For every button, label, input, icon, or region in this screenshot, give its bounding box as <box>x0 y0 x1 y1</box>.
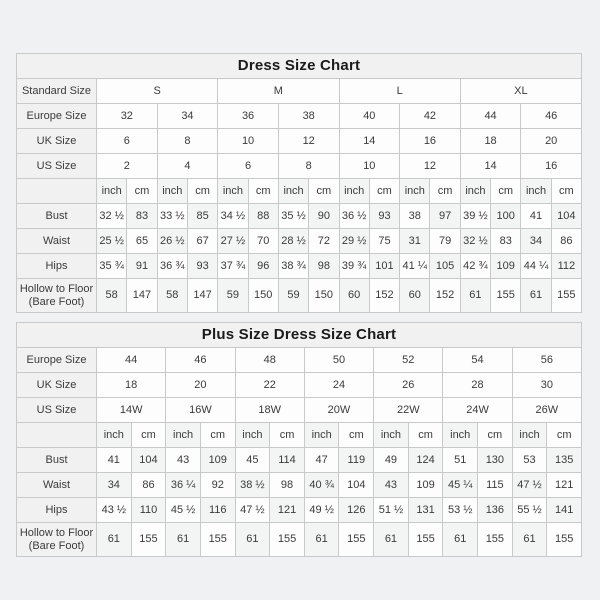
measure-cell: 47 ½ <box>235 498 270 523</box>
measure-cell: 86 <box>131 473 166 498</box>
table-title: Plus Size Dress Size Chart <box>17 323 582 348</box>
unit-cell: cm <box>248 179 278 204</box>
size-cell: 6 <box>218 154 279 179</box>
measure-cell: 115 <box>478 473 513 498</box>
measure-cell: 141 <box>547 498 582 523</box>
size-cell: 14W <box>97 398 166 423</box>
measure-cell: 88 <box>248 204 278 229</box>
table-row <box>17 448 582 473</box>
measure-cell: 155 <box>491 279 521 313</box>
size-cell: 10 <box>218 129 279 154</box>
unit-cell: cm <box>369 179 399 204</box>
size-cell: 50 <box>304 348 373 373</box>
table-row <box>17 498 582 523</box>
row-label: UK Size <box>17 129 97 154</box>
row-label-line: Waist <box>42 234 71 247</box>
measure-cell: 36 ½ <box>339 204 369 229</box>
measure-cell: 92 <box>200 473 235 498</box>
row-label <box>17 498 97 523</box>
measure-cell: 61 <box>166 523 201 557</box>
size-cell: 18W <box>235 398 304 423</box>
measure-cell: 70 <box>248 229 278 254</box>
unit-cell: inch <box>460 179 490 204</box>
measure-cell: 96 <box>248 254 278 279</box>
size-cell: 44 <box>460 104 521 129</box>
unit-cell: inch <box>235 423 270 448</box>
unit-cell: inch <box>304 423 339 448</box>
table-row <box>17 104 582 129</box>
size-cell: 54 <box>443 348 512 373</box>
row-label <box>17 229 97 254</box>
measure-cell: 100 <box>491 204 521 229</box>
measure-cell: 61 <box>304 523 339 557</box>
measure-cell: 34 <box>521 229 551 254</box>
size-cell: 48 <box>235 348 304 373</box>
measure-cell: 130 <box>478 448 513 473</box>
size-cell: 2 <box>97 154 158 179</box>
size-cell: 8 <box>157 129 218 154</box>
measure-cell: 147 <box>187 279 217 313</box>
unit-cell: cm <box>200 423 235 448</box>
unit-cell: inch <box>521 179 551 204</box>
measure-cell: 155 <box>547 523 582 557</box>
measure-cell: 61 <box>235 523 270 557</box>
table-row <box>17 154 582 179</box>
measure-cell: 104 <box>551 204 581 229</box>
measure-cell: 34 <box>97 473 132 498</box>
measure-cell: 59 <box>218 279 248 313</box>
row-label: UK Size <box>17 373 97 398</box>
measure-cell: 60 <box>339 279 369 313</box>
measure-cell: 32 ½ <box>460 229 490 254</box>
measure-cell: 49 ½ <box>304 498 339 523</box>
size-cell: 56 <box>512 348 581 373</box>
measure-cell: 61 <box>443 523 478 557</box>
table-row <box>17 473 582 498</box>
size-cell: 46 <box>521 104 582 129</box>
size-cell: 38 <box>278 104 339 129</box>
measure-cell: 131 <box>408 498 443 523</box>
size-cell: 10 <box>339 154 400 179</box>
unit-cell: inch <box>166 423 201 448</box>
measure-cell: 47 ½ <box>512 473 547 498</box>
measure-cell: 45 <box>235 448 270 473</box>
plus-size-dress-size-chart-table <box>16 322 582 557</box>
measure-cell: 79 <box>430 229 460 254</box>
unit-cell: inch <box>97 179 127 204</box>
measure-cell: 43 <box>374 473 409 498</box>
size-cell: 22 <box>235 373 304 398</box>
measure-cell: 36 ¼ <box>166 473 201 498</box>
measure-cell: 61 <box>460 279 490 313</box>
measure-cell: 45 ¼ <box>443 473 478 498</box>
row-label <box>17 448 97 473</box>
size-cell: 34 <box>157 104 218 129</box>
measure-cell: 61 <box>512 523 547 557</box>
measure-cell: 34 ½ <box>218 204 248 229</box>
measure-cell: 121 <box>547 473 582 498</box>
measure-cell: 91 <box>127 254 157 279</box>
unit-cell: inch <box>278 179 308 204</box>
table-row <box>17 254 582 279</box>
measure-cell: 98 <box>270 473 305 498</box>
table-row <box>17 79 582 104</box>
table-row <box>17 129 582 154</box>
unit-cell: inch <box>374 423 409 448</box>
measure-cell: 126 <box>339 498 374 523</box>
measure-cell: 53 ½ <box>443 498 478 523</box>
measure-cell: 37 ¾ <box>218 254 248 279</box>
measure-cell: 98 <box>309 254 339 279</box>
measure-cell: 38 ¾ <box>278 254 308 279</box>
size-cell: 30 <box>512 373 581 398</box>
measure-cell: 155 <box>200 523 235 557</box>
row-label-subline: (Bare Foot) <box>28 295 85 308</box>
measure-cell: 65 <box>127 229 157 254</box>
measure-cell: 59 <box>278 279 308 313</box>
size-cell: S <box>97 79 218 104</box>
size-cell: L <box>339 79 460 104</box>
unit-cell: cm <box>547 423 582 448</box>
measure-cell: 97 <box>430 204 460 229</box>
size-cell: 16 <box>400 129 461 154</box>
row-label-line: Bust <box>45 453 68 466</box>
measure-cell: 90 <box>309 204 339 229</box>
size-cell: 26 <box>374 373 443 398</box>
measure-cell: 152 <box>430 279 460 313</box>
row-label-line: Bust <box>45 209 68 222</box>
measure-cell: 147 <box>127 279 157 313</box>
measure-cell: 53 <box>512 448 547 473</box>
row-label-line: Hollow to Floor <box>19 282 94 295</box>
row-label: Europe Size <box>17 348 97 373</box>
size-cell: 28 <box>443 373 512 398</box>
unit-cell: cm <box>187 179 217 204</box>
size-cell: 20 <box>521 129 582 154</box>
unit-cell: cm <box>478 423 513 448</box>
unit-cell: inch <box>400 179 430 204</box>
size-cell: 22W <box>374 398 443 423</box>
measure-cell: 93 <box>369 204 399 229</box>
measure-cell: 31 <box>400 229 430 254</box>
row-label-blank <box>17 423 97 448</box>
size-cell: 4 <box>157 154 218 179</box>
size-cell: 32 <box>97 104 158 129</box>
unit-cell: inch <box>339 179 369 204</box>
size-cell: 20 <box>166 373 235 398</box>
unit-cell: cm <box>430 179 460 204</box>
measure-cell: 93 <box>187 254 217 279</box>
measure-cell: 155 <box>270 523 305 557</box>
row-label-line: Hips <box>45 259 68 272</box>
table-row <box>17 279 582 313</box>
unit-cell: cm <box>491 179 521 204</box>
measure-cell: 101 <box>369 254 399 279</box>
measure-cell: 61 <box>97 523 132 557</box>
measure-cell: 83 <box>491 229 521 254</box>
size-cell: 16W <box>166 398 235 423</box>
measure-cell: 39 ½ <box>460 204 490 229</box>
measure-cell: 155 <box>408 523 443 557</box>
size-cell: 52 <box>374 348 443 373</box>
size-cell: 36 <box>218 104 279 129</box>
size-cell: 18 <box>460 129 521 154</box>
size-cell: 46 <box>166 348 235 373</box>
measure-cell: 58 <box>97 279 127 313</box>
measure-cell: 55 ½ <box>512 498 547 523</box>
measure-cell: 35 ¾ <box>97 254 127 279</box>
size-cell: M <box>218 79 339 104</box>
measure-cell: 38 <box>400 204 430 229</box>
measure-cell: 29 ½ <box>339 229 369 254</box>
measure-cell: 32 ½ <box>97 204 127 229</box>
unit-cell: cm <box>339 423 374 448</box>
measure-cell: 47 <box>304 448 339 473</box>
measure-cell: 116 <box>200 498 235 523</box>
size-cell: 42 <box>400 104 461 129</box>
measure-cell: 42 ¾ <box>460 254 490 279</box>
measure-cell: 112 <box>551 254 581 279</box>
size-cell: XL <box>460 79 581 104</box>
measure-cell: 41 ¼ <box>400 254 430 279</box>
measure-cell: 40 ¾ <box>304 473 339 498</box>
table-row <box>17 398 582 423</box>
measure-cell: 35 ½ <box>278 204 308 229</box>
size-cell: 14 <box>460 154 521 179</box>
table-title: Dress Size Chart <box>17 54 582 79</box>
measure-cell: 58 <box>157 279 187 313</box>
size-cell: 12 <box>400 154 461 179</box>
size-cell: 20W <box>304 398 373 423</box>
measure-cell: 60 <box>400 279 430 313</box>
measure-cell: 45 ½ <box>166 498 201 523</box>
unit-cell: cm <box>127 179 157 204</box>
measure-cell: 135 <box>547 448 582 473</box>
unit-cell: inch <box>157 179 187 204</box>
size-cell: 44 <box>97 348 166 373</box>
measure-cell: 86 <box>551 229 581 254</box>
size-cell: 6 <box>97 129 158 154</box>
measure-cell: 155 <box>339 523 374 557</box>
measure-cell: 43 ½ <box>97 498 132 523</box>
row-label-line: Hollow to Floor <box>19 526 94 539</box>
unit-cell: cm <box>309 179 339 204</box>
measure-cell: 27 ½ <box>218 229 248 254</box>
unit-cell: inch <box>97 423 132 448</box>
measure-cell: 85 <box>187 204 217 229</box>
measure-cell: 25 ½ <box>97 229 127 254</box>
size-cell: 16 <box>521 154 582 179</box>
measure-cell: 109 <box>200 448 235 473</box>
measure-cell: 136 <box>478 498 513 523</box>
table-row <box>17 523 582 557</box>
measure-cell: 44 ¼ <box>521 254 551 279</box>
size-cell: 40 <box>339 104 400 129</box>
size-cell: 12 <box>278 129 339 154</box>
size-cell: 24 <box>304 373 373 398</box>
unit-cell: inch <box>443 423 478 448</box>
row-label-line: Hips <box>45 503 68 516</box>
size-cell: 18 <box>97 373 166 398</box>
measure-cell: 38 ½ <box>235 473 270 498</box>
row-label-line: Waist <box>42 478 71 491</box>
size-cell: 24W <box>443 398 512 423</box>
row-label: Europe Size <box>17 104 97 129</box>
table-row <box>17 348 582 373</box>
unit-header-row <box>17 423 582 448</box>
dress-size-chart-table <box>16 53 582 313</box>
row-label <box>17 473 97 498</box>
measure-cell: 39 ¾ <box>339 254 369 279</box>
measure-cell: 51 ½ <box>374 498 409 523</box>
measure-cell: 155 <box>131 523 166 557</box>
row-label-subline: (Bare Foot) <box>28 539 85 552</box>
size-cell: 26W <box>512 398 581 423</box>
size-cell: 8 <box>278 154 339 179</box>
measure-cell: 41 <box>521 204 551 229</box>
measure-cell: 152 <box>369 279 399 313</box>
measure-cell: 150 <box>248 279 278 313</box>
measure-cell: 155 <box>551 279 581 313</box>
row-label <box>17 523 97 557</box>
measure-cell: 110 <box>131 498 166 523</box>
unit-cell: cm <box>551 179 581 204</box>
measure-cell: 36 ¾ <box>157 254 187 279</box>
measure-cell: 72 <box>309 229 339 254</box>
row-label <box>17 204 97 229</box>
unit-header-row <box>17 179 582 204</box>
measure-cell: 49 <box>374 448 409 473</box>
unit-cell: inch <box>218 179 248 204</box>
measure-cell: 43 <box>166 448 201 473</box>
measure-cell: 150 <box>309 279 339 313</box>
unit-cell: cm <box>270 423 305 448</box>
measure-cell: 114 <box>270 448 305 473</box>
row-label: Standard Size <box>17 79 97 104</box>
table-row <box>17 373 582 398</box>
row-label-blank <box>17 179 97 204</box>
measure-cell: 41 <box>97 448 132 473</box>
measure-cell: 51 <box>443 448 478 473</box>
measure-cell: 105 <box>430 254 460 279</box>
unit-cell: inch <box>512 423 547 448</box>
measure-cell: 104 <box>131 448 166 473</box>
row-label <box>17 279 97 313</box>
table-row <box>17 204 582 229</box>
row-label <box>17 254 97 279</box>
measure-cell: 124 <box>408 448 443 473</box>
table-row <box>17 229 582 254</box>
measure-cell: 104 <box>339 473 374 498</box>
measure-cell: 61 <box>374 523 409 557</box>
measure-cell: 121 <box>270 498 305 523</box>
measure-cell: 83 <box>127 204 157 229</box>
measure-cell: 33 ½ <box>157 204 187 229</box>
measure-cell: 28 ½ <box>278 229 308 254</box>
measure-cell: 67 <box>187 229 217 254</box>
measure-cell: 109 <box>408 473 443 498</box>
measure-cell: 61 <box>521 279 551 313</box>
row-label: US Size <box>17 398 97 423</box>
measure-cell: 26 ½ <box>157 229 187 254</box>
measure-cell: 155 <box>478 523 513 557</box>
unit-cell: cm <box>131 423 166 448</box>
measure-cell: 75 <box>369 229 399 254</box>
measure-cell: 119 <box>339 448 374 473</box>
measure-cell: 109 <box>491 254 521 279</box>
unit-cell: cm <box>408 423 443 448</box>
row-label: US Size <box>17 154 97 179</box>
size-cell: 14 <box>339 129 400 154</box>
